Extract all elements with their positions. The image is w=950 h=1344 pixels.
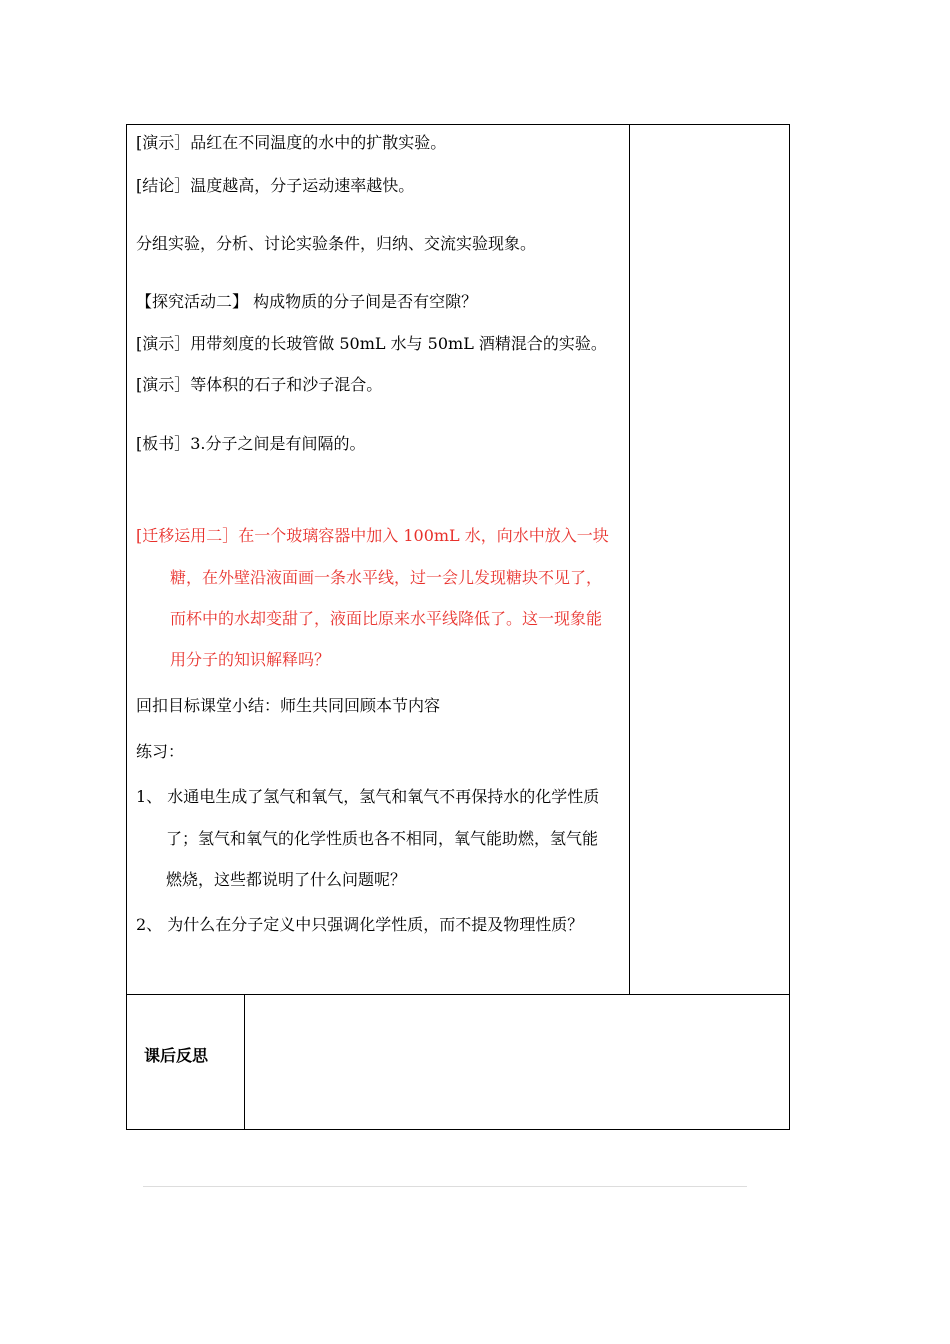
activity-two-title: 【探究活动二】 构成物质的分子间是否有空隙？ [136, 292, 478, 311]
group-work-text: 分组实验，分析、讨论实验条件，归纳、交流实验现象。 [136, 234, 537, 253]
table-column-divider [629, 124, 630, 995]
demo-diffusion-text: [演示］品红在不同温度的水中的扩散实验。 [136, 133, 447, 152]
practice-question-1-line: 了；氢气和氧气的化学性质也各不相同，氧气能助燃，氢气能 [166, 829, 599, 848]
class-summary-text: 回扣目标课堂小结：师生共同回顾本节内容 [136, 696, 441, 715]
transfer-question-line: 糖，在外壁沿液面画一条水平线，过一会儿发现糖块不见了， [170, 568, 603, 587]
reflection-content-cell[interactable] [246, 996, 788, 1128]
practice-question-1-line: 1、 水通电生成了氢气和氧气，氢气和氧气不再保持水的化学性质 [136, 787, 600, 806]
conclusion-text: [结论］温度越高，分子运动速率越快。 [136, 176, 415, 195]
demo-stones-sand-text: [演示］等体积的石子和沙子混合。 [136, 375, 383, 394]
reflection-label: 课后反思 [144, 1046, 209, 1065]
transfer-question-line: 用分子的知识解释吗？ [170, 650, 331, 669]
practice-label: 练习： [136, 742, 185, 761]
reflection-column-divider [244, 994, 245, 1130]
practice-question-1-line: 燃烧，这些都说明了什么问题呢？ [166, 870, 407, 889]
footer-divider [143, 1186, 747, 1187]
transfer-question-line: 而杯中的水却变甜了，液面比原来水平线降低了。这一现象能 [170, 609, 603, 628]
practice-question-2: 2、 为什么在分子定义中只强调化学性质，而不提及物理性质？ [136, 915, 584, 934]
board-note-text: [板书］3.分子之间是有间隔的。 [136, 434, 366, 453]
transfer-question-line: [迁移运用二］在一个玻璃容器中加入 100mL 水，向水中放入一块 [136, 526, 609, 545]
table-row-divider [126, 994, 790, 995]
demo-mixing-text: [演示］用带刻度的长玻管做 50mL 水与 50mL 酒精混合的实验。 [136, 334, 607, 353]
